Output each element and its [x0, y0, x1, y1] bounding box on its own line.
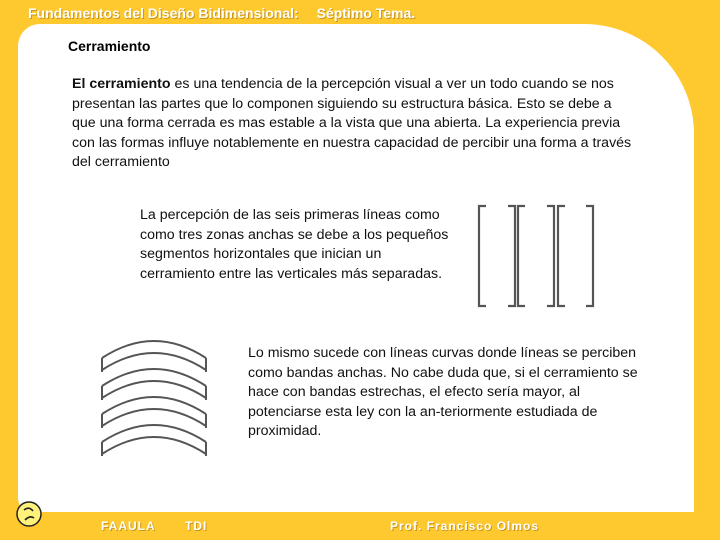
bracket-left-3 — [558, 206, 565, 306]
intro-paragraph — [72, 75, 632, 173]
topic-title: Séptimo Tema. — [316, 5, 416, 21]
bracket-left-2 — [518, 206, 525, 306]
arc-4a — [102, 425, 206, 442]
smiley-icon — [15, 500, 43, 528]
footer-course: TDI — [185, 519, 208, 533]
course-title: Fundamentos del Diseño Bidimensional: — [28, 5, 299, 21]
curved-bands-figure — [92, 332, 212, 462]
page-title: Cerramiento — [68, 38, 151, 54]
arc-1b — [102, 353, 206, 370]
intro-text: es una tendencia de la percepción visual a ver un todo cuando se nos presentan las partes que lo componen siguiendo su estructura básica. Esto se debe a que una forma cerrada es mas estable a la vista que una abierta. La experiencia previa con las formas influye notablemente en nuestra capacidad de percibir una forma a través del cerramiento — [72, 76, 632, 170]
footer-professor: Prof. Francisco Olmos — [390, 519, 540, 533]
arc-3b — [102, 409, 206, 426]
arc-2a — [102, 369, 206, 386]
footer-school: FAAULA — [101, 519, 156, 533]
arc-3a — [102, 397, 206, 414]
bracket-left-1 — [479, 206, 486, 306]
bracket-right-3 — [586, 206, 593, 306]
curves-paragraph: Lo mismo sucede con líneas curvas donde líneas se perciben como bandas anchas. No cabe duda que, si el cerramiento se hace con bandas estrechas, el efecto sería mayor, al potenciarse esta ley con la an-teriormente estudiada de proximidad. — [248, 345, 638, 439]
slide-header — [28, 5, 415, 21]
arc-1a — [102, 341, 206, 358]
intro-term: El cerramiento — [72, 76, 171, 92]
arc-4b — [102, 437, 206, 454]
arc-4-caps — [102, 442, 206, 456]
arc-2b — [102, 381, 206, 398]
bracket-lines-figure — [470, 198, 610, 314]
lines-paragraph: La percepción de las seis primeras líneas como como tres zonas anchas se debe a los pequeños segmentos horizontales que inician un cerramiento entre las verticales más separadas. — [140, 207, 449, 282]
bracket-right-1 — [508, 206, 515, 306]
bracket-right-2 — [547, 206, 554, 306]
